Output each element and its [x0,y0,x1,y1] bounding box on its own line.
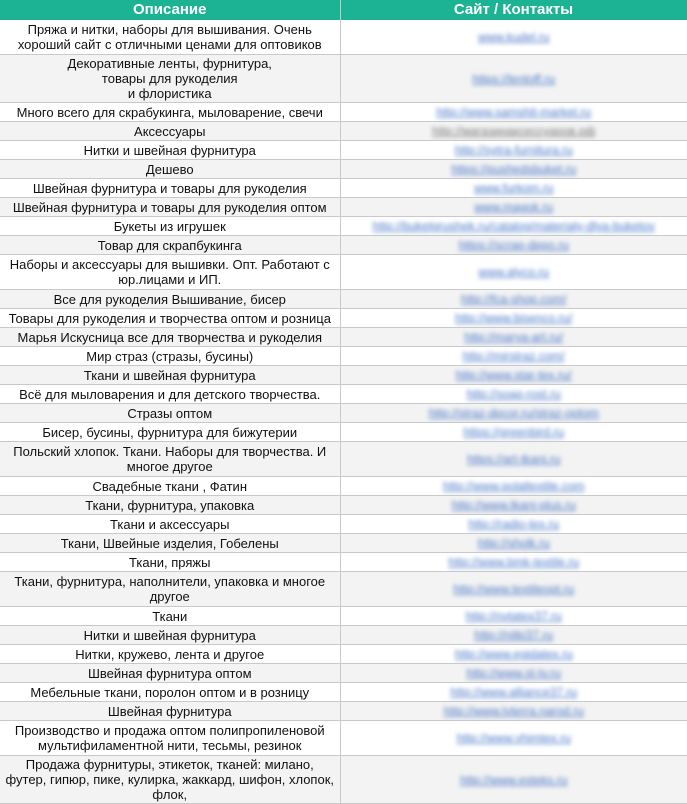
site-link[interactable]: http://www.lvterra.narod.ru [443,704,584,718]
site-cell[interactable] [340,160,687,179]
description-cell[interactable]: Товары для рукоделия и творчества оптом и розница [0,309,340,328]
site-cell[interactable] [340,553,687,572]
site-cell[interactable] [340,515,687,534]
table-row [0,290,687,309]
site-cell[interactable] [340,496,687,515]
site-cell[interactable] [340,20,687,55]
description-cell[interactable]: Ткани, фурнитура, упаковка [0,496,340,515]
table-row [0,347,687,366]
table-row [0,534,687,553]
description-cell[interactable]: Ткани и аксессуары [0,515,340,534]
description-cell[interactable]: Швейная фурнитура и товары для рукоделия [0,179,340,198]
site-cell[interactable] [340,309,687,328]
column-header-site[interactable]: Сайт / Контакты [340,0,687,20]
site-cell[interactable] [340,255,687,290]
table-row [0,179,687,198]
site-link[interactable]: http://buketgrushek.ru/catalog/materialy-dlya-buketov [372,219,655,233]
site-link[interactable]: http://www.alliance37.ru [450,685,578,699]
site-cell[interactable] [340,607,687,626]
description-cell[interactable]: Мебельные ткани, поролон оптом и в розницу [0,683,340,702]
site-link[interactable]: http://www.esteks.ru [460,772,568,787]
table-row [0,385,687,404]
description-cell[interactable]: Ткани и швейная фурнитура [0,366,340,385]
table-row [0,236,687,255]
description-cell[interactable]: Все для рукоделия Вышивание, бисер [0,290,340,309]
description-cell[interactable]: Много всего для скрабукинга, мыловарение, свечи [0,103,340,122]
site-cell[interactable] [340,347,687,366]
table-row [0,160,687,179]
table-row [0,141,687,160]
description-cell[interactable]: Аксессуары [0,122,340,141]
table-row [0,423,687,442]
header-row [0,0,687,20]
site-cell[interactable] [340,664,687,683]
site-cell[interactable] [340,217,687,236]
site-cell[interactable] [340,683,687,702]
table-row [0,572,687,607]
table-row [0,553,687,572]
description-cell[interactable]: Швейная фурнитура [0,702,340,721]
description-cell[interactable]: Бисер, бусины, фурнитура для бижутерии [0,423,340,442]
site-cell[interactable] [340,626,687,645]
description-cell[interactable]: Всё для мыловарения и для детского творчества. [0,385,340,404]
site-link[interactable]: http://www.tkani-plus.ru [451,498,576,512]
table-row [0,198,687,217]
site-link[interactable]: http://radio-tex.ru [468,517,560,531]
site-cell[interactable] [340,702,687,721]
table-row [0,404,687,423]
table-row [0,702,687,721]
site-link[interactable]: http://sholk.ru [477,536,550,550]
site-cell[interactable] [340,423,687,442]
description-cell[interactable]: Ткани, Швейные изделия, Гобелены [0,534,340,553]
site-link[interactable]: http://www.star-tex.ru/ [455,368,572,382]
description-cell[interactable]: Свадебные ткани , Фатин [0,477,340,496]
site-cell[interactable] [340,122,687,141]
table-row [0,122,687,141]
description-cell[interactable]: Букеты из игрушек [0,217,340,236]
site-cell[interactable] [340,328,687,347]
site-cell[interactable] [340,477,687,496]
description-cell[interactable]: Нитки, кружево, лента и другое [0,645,340,664]
table-row [0,442,687,477]
description-cell[interactable]: Ткани [0,607,340,626]
site-link[interactable]: http://straz-dpcor.ru/straz-optom [428,406,599,420]
table-row [0,217,687,236]
description-cell[interactable]: Марья Искусница все для творчества и рукоделия [0,328,340,347]
description-cell[interactable]: Товар для скрапбукинга [0,236,340,255]
site-link[interactable]: http://www.samshit-market.ru [436,105,592,119]
site-cell[interactable] [340,179,687,198]
site-link[interactable]: http://www.bmk-textile.ru [448,555,580,569]
site-link[interactable]: http://магазинаксессуаров.рф [432,124,596,138]
site-cell[interactable] [340,572,687,607]
table-row [0,626,687,645]
table-row [0,721,687,756]
site-cell[interactable] [340,756,687,804]
site-cell[interactable] [340,404,687,423]
description-cell[interactable]: Продажа фурнитуры, этикеток, тканей: милано, футер, гипюр, пике, кулирка, жаккард, шифон, хлопок, флок, [0,756,340,804]
description-cell[interactable]: Нитки и швейная фурнитура [0,141,340,160]
table-row [0,103,687,122]
site-link[interactable]: http://nitki37.ru [474,628,554,642]
site-cell[interactable] [340,721,687,756]
table-row [0,255,687,290]
table-row [0,607,687,626]
site-link[interactable]: https://pushedsbuket.ru [451,162,577,176]
description-cell[interactable]: Швейная фурнитура оптом [0,664,340,683]
site-cell[interactable] [340,442,687,477]
site-link[interactable]: http://www.polaltextile.com [443,479,585,493]
site-cell[interactable] [340,385,687,404]
description-cell[interactable]: Ткани, фурнитура, наполнители, упаковка и многое другое [0,572,340,607]
site-cell[interactable] [340,236,687,255]
site-cell[interactable] [340,290,687,309]
site-link[interactable]: http://www.textileopt.ru [453,582,575,596]
site-link[interactable]: http://www.vhimtex.ru [456,731,571,745]
description-cell[interactable]: Ткани, пряжы [0,553,340,572]
table-row [0,328,687,347]
site-link[interactable]: https://art-tkani.ru [467,452,561,466]
table-row [0,309,687,328]
site-cell[interactable] [340,366,687,385]
site-link[interactable]: http://www.egidatex.ru [454,647,573,661]
site-link[interactable]: www.kudel.ru [478,30,550,44]
site-cell[interactable] [340,141,687,160]
description-cell[interactable]: Пряжа и нитки, наборы для вышивания. Очень хороший сайт с отличными ценами для оптовиков [0,20,340,55]
table-row [0,664,687,683]
table-row [0,55,687,103]
table-row [0,366,687,385]
description-cell[interactable]: Наборы и аксессуары для вышивки. Опт. Работают с юр.лицами и ИП. [0,255,340,290]
site-cell[interactable] [340,534,687,553]
site-link[interactable]: https://lentoff.ru [472,71,555,86]
table-row [0,496,687,515]
table-row [0,683,687,702]
description-cell[interactable]: Производство и продажа оптом полипропиленовой мультифиламентной нити, тесьмы, резинок [0,721,340,756]
description-cell[interactable]: Дешево [0,160,340,179]
site-link[interactable]: http://soap-rost.ru [466,387,561,401]
site-link[interactable]: http://www.bisenco.ru/ [455,311,573,325]
description-cell[interactable]: Стразы оптом [0,404,340,423]
description-cell[interactable]: Нитки и швейная фурнитура [0,626,340,645]
site-cell[interactable] [340,103,687,122]
site-link[interactable]: https://scrap-depo.ru [458,238,569,252]
description-cell[interactable]: Мир страз (стразы, бусины) [0,347,340,366]
site-link[interactable]: http://mirstraz.com/ [462,349,565,363]
table-row [0,645,687,664]
site-link[interactable]: http://sytra-furnitura.ru [454,143,573,157]
table-row [0,515,687,534]
description-cell[interactable]: Польский хлопок. Ткани. Наборы для творчества. И многое другое [0,442,340,477]
site-cell[interactable] [340,198,687,217]
site-link[interactable]: http://fca-shop.com/ [461,292,567,306]
site-link[interactable]: http://nvtatex37.ru [465,609,562,623]
site-link[interactable]: www.magok.ru [474,200,554,214]
table-row [0,20,687,55]
site-cell[interactable] [340,55,687,103]
table-row [0,477,687,496]
table-row [0,756,687,804]
site-link[interactable]: www.alyco.ru [478,265,550,279]
site-link[interactable]: https://greenbird.ru [463,425,565,439]
site-link[interactable]: www.furkom.ru [474,181,554,195]
column-header-description[interactable]: Описание [0,0,340,20]
site-link[interactable]: http://marya-art.ru/ [464,330,564,344]
description-cell[interactable]: Декоративные ленты, фурнитура, товары для рукоделия и флористика [0,55,340,103]
description-cell[interactable]: Швейная фурнитура и товары для рукоделия оптом [0,198,340,217]
site-link[interactable]: http://www.st-tv.ru [466,666,561,680]
site-cell[interactable] [340,645,687,664]
